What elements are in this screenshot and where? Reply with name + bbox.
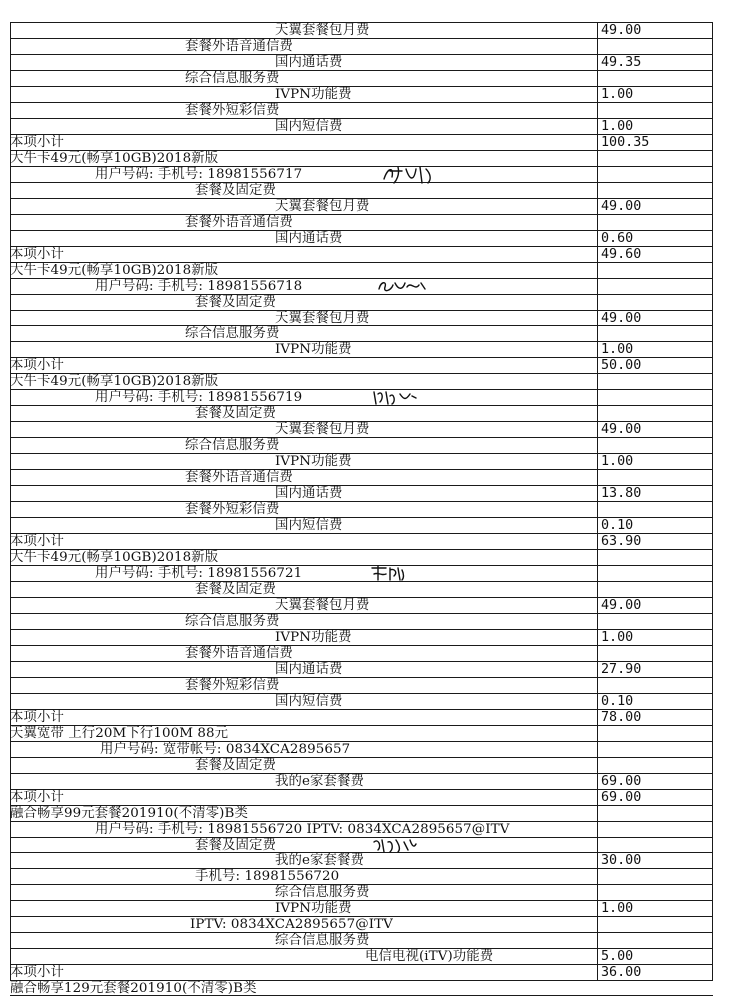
bill-row [10,421,713,437]
row-amount: 69.00 [601,773,642,789]
row-amount: 69.00 [601,789,642,805]
bill-row [10,677,713,693]
row-amount: 78.00 [601,709,642,725]
row-label: 手机号: 18981556720 [195,869,340,885]
row-label: 大牛卡49元(畅享10GB)2018新版 [10,150,219,166]
row-amount: 49.35 [601,54,642,70]
bill-row [10,549,713,565]
row-amount: 5.00 [601,949,634,965]
bill-row [10,948,713,964]
row-label: IPTV: 0834XCA2895657@ITV [190,917,393,933]
row-amount: 1.00 [601,342,634,358]
bill-row [10,805,713,821]
bill-row [10,102,713,118]
row-label: 本项小计 [10,358,64,374]
row-amount: 1.00 [601,454,634,470]
bill-row [10,198,713,214]
row-label: 天翼套餐包月费 [275,422,370,438]
bill-row [10,118,713,134]
bill-row [10,852,713,868]
row-label: 用户号码: 手机号: 18981556718 [95,278,303,294]
row-label: 套餐外语音通信费 [185,214,293,230]
row-amount: 49.00 [601,23,642,38]
row-label: 套餐外语音通信费 [185,39,293,54]
row-amount: 0.60 [601,230,634,246]
row-label: 大牛卡49元(畅享10GB)2018新版 [10,550,219,565]
row-label: 套餐及固定费 [195,837,276,853]
row-label: 本项小计 [10,134,64,150]
bill-row [10,693,713,709]
row-label: 综合信息服务费 [275,933,370,949]
bill-row [10,325,713,341]
bill-row [10,581,713,597]
row-label: 套餐外短彩信费 [185,502,280,518]
subtotal-row [10,357,713,373]
row-label: 套餐及固定费 [195,406,276,422]
row-amount: 100.35 [601,134,650,150]
bill-row [10,54,713,70]
row-amount: 0.10 [601,518,634,534]
bill-row [10,741,713,757]
bill-row [10,565,713,581]
row-label: 综合信息服务费 [185,613,280,629]
bill-row [10,837,713,853]
row-label: 国内通话费 [275,486,343,502]
bill-row [10,214,713,230]
row-label: 国内通话费 [275,54,343,70]
bill-row [10,757,713,773]
row-label: 国内短信费 [275,118,343,134]
row-label: 天翼套餐包月费 [275,23,370,38]
row-label: 用户号码: 手机号: 18981556721 [95,566,303,581]
row-label: IVPN功能费 [275,629,352,645]
row-amount: 1.00 [601,86,634,102]
row-amount: 49.60 [601,246,642,262]
row-label: 电信电视(iTV)功能费 [365,949,494,965]
bill-row [10,373,713,389]
row-label: 本项小计 [10,534,64,549]
bill-row [10,980,713,996]
signature-18981556718 [375,275,435,297]
row-amount: 1.00 [601,901,634,917]
row-label: 综合信息服务费 [275,885,370,901]
row-label: 融合畅享99元套餐201910(不清零)B类 [10,805,248,821]
row-label: 套餐外短彩信费 [185,102,280,118]
bill-row [10,38,713,54]
bill-row [10,86,713,102]
row-label: 国内通话费 [275,230,343,246]
row-label: 我的e家套餐费 [275,853,364,869]
row-label: 综合信息服务费 [185,70,280,86]
row-label: 融合畅享129元套餐201910(不清零)B类 [10,981,257,997]
bill-row [10,405,713,421]
bill-row [10,230,713,246]
row-label: 本项小计 [10,246,64,262]
row-label: 套餐外语音通信费 [185,645,293,661]
subtotal-row [10,246,713,262]
bill-row [10,725,713,741]
bill-row [10,294,713,310]
row-label: 综合信息服务费 [185,438,280,454]
bill-row [10,597,713,613]
bill-row [10,661,713,677]
subtotal-row [10,964,713,980]
signature-18981556720 [370,834,430,856]
bill-row [10,389,713,405]
bill-row [10,70,713,86]
bill-row [10,485,713,501]
bill-row [10,166,713,182]
bill-row [10,629,713,645]
row-label: 本项小计 [10,965,64,981]
bill-row [10,453,713,469]
row-label: 综合信息服务费 [185,326,280,342]
bill-row [10,884,713,900]
row-label: 大牛卡49元(畅享10GB)2018新版 [10,262,219,278]
bill-row [10,150,713,166]
row-amount: 49.00 [601,422,642,438]
bill-row [10,501,713,517]
bill-row [10,262,713,278]
bill-row [10,900,713,916]
row-label: 套餐及固定费 [195,582,276,597]
subtotal-row [10,709,713,725]
row-label: IVPN功能费 [275,342,352,358]
row-amount: 63.90 [601,534,642,549]
row-amount: 36.00 [601,965,642,981]
row-label: IVPN功能费 [275,901,352,917]
row-label: 天翼宽带 上行20M下行100M 88元 [10,725,229,741]
subtotal-row [10,789,713,805]
row-amount: 50.00 [601,358,642,374]
bill-row [10,182,713,198]
row-amount: 27.90 [601,661,642,677]
bill-row [10,278,713,294]
row-label: 国内短信费 [275,518,343,534]
row-amount: 49.00 [601,310,642,326]
row-label: 大牛卡49元(畅享10GB)2018新版 [10,374,219,390]
row-amount: 1.00 [601,118,634,134]
bill-row [10,613,713,629]
bill-row [10,916,713,932]
subtotal-row [10,533,713,549]
row-label: 国内短信费 [275,693,343,709]
bill-row [10,469,713,485]
row-label: 本项小计 [10,789,64,805]
row-label: 天翼套餐包月费 [275,597,370,613]
bill-row [10,773,713,789]
row-amount: 1.00 [601,629,634,645]
bill-row [10,932,713,948]
row-label: 我的e家套餐费 [275,773,364,789]
bill-row [10,821,713,837]
row-label: 天翼套餐包月费 [275,198,370,214]
row-label: IVPN功能费 [275,454,352,470]
row-label: 天翼套餐包月费 [275,310,370,326]
row-label: 套餐及固定费 [195,182,276,198]
row-label: 用户号码: 手机号: 18981556719 [95,390,303,406]
row-label: 套餐及固定费 [195,294,276,310]
row-label: 用户号码: 宽带帐号: 0834XCA2895657 [100,741,351,757]
row-label: 用户号码: 手机号: 18981556720 IPTV: 0834XCA2895657@ITV [95,821,510,837]
bill-row [10,517,713,533]
row-label: 套餐外短彩信费 [185,677,280,693]
subtotal-row [10,134,713,150]
bill-row [10,437,713,453]
row-amount: 30.00 [601,853,642,869]
row-label: 本项小计 [10,709,64,725]
row-label: 用户号码: 手机号: 18981556717 [95,166,303,182]
row-label: 国内通话费 [275,661,343,677]
bill-row [10,310,713,326]
row-label: 套餐及固定费 [195,757,276,773]
bill-row [10,22,713,38]
signature-18981556721 [368,562,428,584]
row-amount: 49.00 [601,198,642,214]
row-amount: 49.00 [601,597,642,613]
row-label: 套餐外语音通信费 [185,470,293,486]
row-amount: 0.10 [601,693,634,709]
row-label: IVPN功能费 [275,86,352,102]
signature-18981556717 [380,163,440,185]
bill-row [10,645,713,661]
signature-18981556719 [370,386,430,408]
row-amount: 13.80 [601,486,642,502]
bill-row [10,868,713,884]
bill-row [10,341,713,357]
